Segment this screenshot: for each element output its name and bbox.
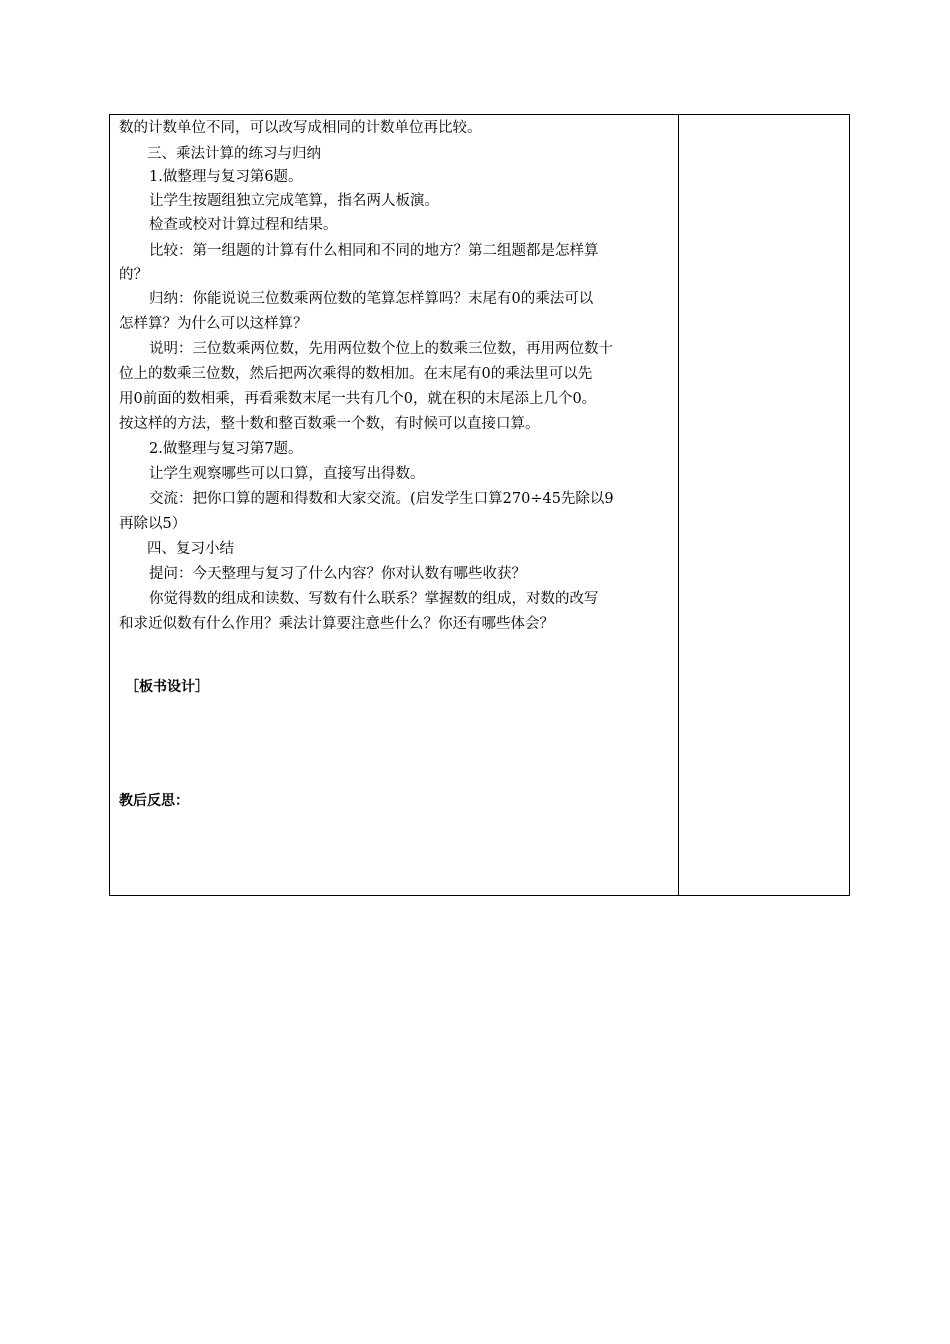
section-heading: 三、乘法计算的练习与归纳 [147,146,321,162]
text-line: 说明：三位数乘两位数，先用两位数个位上的数乘三位数，再用两位数十 [149,341,613,357]
text-line: 位上的数乘三位数，然后把两次乘得的数相加。在末尾有0的乘法里可以先 [119,366,593,382]
text-line: 怎样算？为什么可以这样算？ [119,316,308,332]
notes-cell [679,115,849,895]
lesson-plan-table [109,114,850,896]
text-line: 2.做整理与复习第7题。 [149,441,303,457]
text-line: 你觉得数的组成和读数、写数有什么联系？掌握数的组成，对数的改写 [149,591,599,607]
text-line: 归纳：你能说说三位数乘两位数的笔算怎样算吗？末尾有0的乘法可以 [149,291,594,307]
text-line: 提问：今天整理与复习了什么内容？你对认数有哪些收获？ [149,566,526,582]
reflection-heading: 教后反思： [119,793,189,809]
text-line: 按这样的方法，整十数和整百数乘一个数，有时候可以直接口算。 [119,416,540,432]
text-line: 让学生按题组独立完成笔算，指名两人板演。 [149,193,439,209]
board-design-heading: ［板书设计］ [125,679,209,695]
text-line: 比较：第一组题的计算有什么相同和不同的地方？第二组题都是怎样算 [149,243,599,259]
text-line: 的？ [119,267,148,283]
text-line: 用0前面的数相乘，再看乘数末尾一共有几个0，就在积的末尾添上几个0。 [119,391,597,407]
text-line: 再除以5） [119,516,187,532]
text-line: 数的计数单位不同，可以改写成相同的计数单位再比较。 [119,120,482,136]
text-line: 1.做整理与复习第6题。 [149,169,303,185]
text-line: 交流：把你口算的题和得数和大家交流。(启发学生口算270÷45先除以9 [149,491,614,507]
text-line: 让学生观察哪些可以口算，直接写出得数。 [149,466,425,482]
text-line: 检查或校对计算过程和结果。 [149,217,338,233]
text-line: 和求近似数有什么作用？乘法计算要注意些什么？你还有哪些体会？ [119,616,554,632]
section-heading: 四、复习小结 [147,541,234,557]
